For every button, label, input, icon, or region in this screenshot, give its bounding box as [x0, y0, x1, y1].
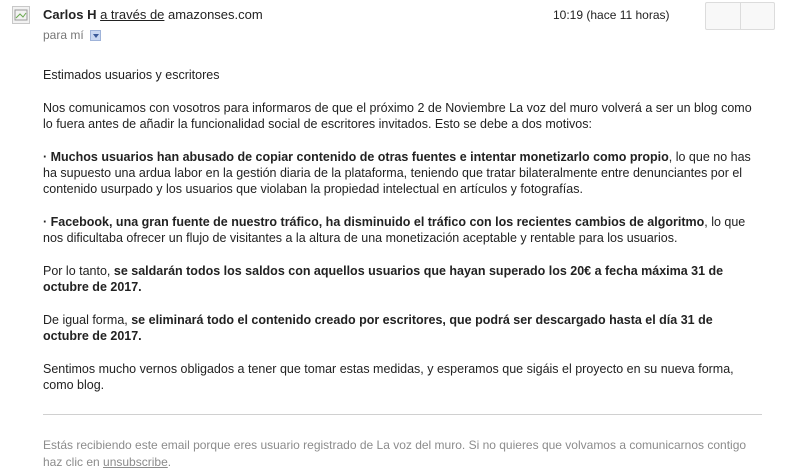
footer-suffix: .	[167, 455, 172, 469]
footer-text: Estás recibiendo este email porque eres usuario registrado de La voz del muro. Si no quieres que volvamos a comunicarnos contigo haz clic en	[43, 438, 747, 469]
balances-paragraph	[43, 263, 758, 295]
content-removal-prefix: De igual forma,	[43, 313, 132, 327]
sender-avatar[interactable]	[12, 6, 30, 24]
content-removal-paragraph	[43, 312, 758, 344]
reason-two-text: , lo que nos dificultaba ofrecer un flujo de visitantes a la altura de una monetización aceptable y rentable para los usuarios.	[43, 215, 746, 245]
via-link[interactable]: a través de	[100, 7, 165, 22]
recipient-label: para mí	[43, 28, 84, 42]
recipient-details-dropdown-icon[interactable]	[90, 30, 101, 41]
balances-prefix: Por lo tanto,	[43, 264, 114, 278]
unsubscribe-link[interactable]: unsubscribe	[103, 455, 168, 469]
sender-name[interactable]: Carlos H	[43, 7, 97, 22]
message-actions	[705, 2, 775, 30]
reason-two-bold: · Facebook, una gran fuente de nuestro tráfico, ha disminuido el tráfico con los recientes cambios de algoritmo	[43, 215, 705, 229]
recipient-line	[43, 27, 101, 43]
footer-divider	[43, 414, 762, 415]
more-options-button[interactable]	[740, 3, 775, 29]
reply-button[interactable]	[706, 3, 740, 29]
closing-paragraph: Sentimos mucho vernos obligados a tener que tomar estas medidas, y esperamos que sigáis el proyecto en su nueva forma, como blog.	[43, 362, 734, 392]
reason-one-text: , lo que no has ha supuesto una ardua labor en la gestión diaria de la plataforma, teniendo que tratar bilateralmente entre denunciantes por el contenido usurpado y los usuarios que violaban la propiedad intelectual en artículos y fotografías.	[43, 150, 751, 196]
intro-paragraph: Nos comunicamos con vosotros para informaros de que el próximo 2 de Noviembre La voz del muro volverá a ser un blog como lo fuera antes de añadir la funcionalidad social de escritores invitados. Esto se debe a dos motivos:	[43, 101, 752, 131]
reason-one-bold: · Muchos usuarios han abusado de copiar contenido de otras fuentes e intentar monetizarlo como propio	[43, 150, 669, 164]
message-timestamp: 10:19 (hace 11 horas)	[553, 8, 670, 22]
sender-line	[43, 7, 263, 23]
reason-one-paragraph	[43, 149, 758, 197]
footer	[43, 437, 763, 471]
broken-image-icon	[13, 7, 29, 23]
balances-bold: se saldarán todos los saldos con aquellos usuarios que hayan superado los 20€ a fecha máxima 31 de octubre de 2017.	[43, 264, 724, 294]
greeting: Estimados usuarios y escritores	[43, 68, 220, 82]
reason-two-paragraph	[43, 214, 758, 246]
content-removal-bold: se eliminará todo el contenido creado por escritores, que podrá ser descargado hasta el día 31 de octubre de 2017.	[43, 313, 713, 343]
sender-domain: amazonses.com	[168, 7, 263, 22]
message-body	[43, 67, 758, 410]
